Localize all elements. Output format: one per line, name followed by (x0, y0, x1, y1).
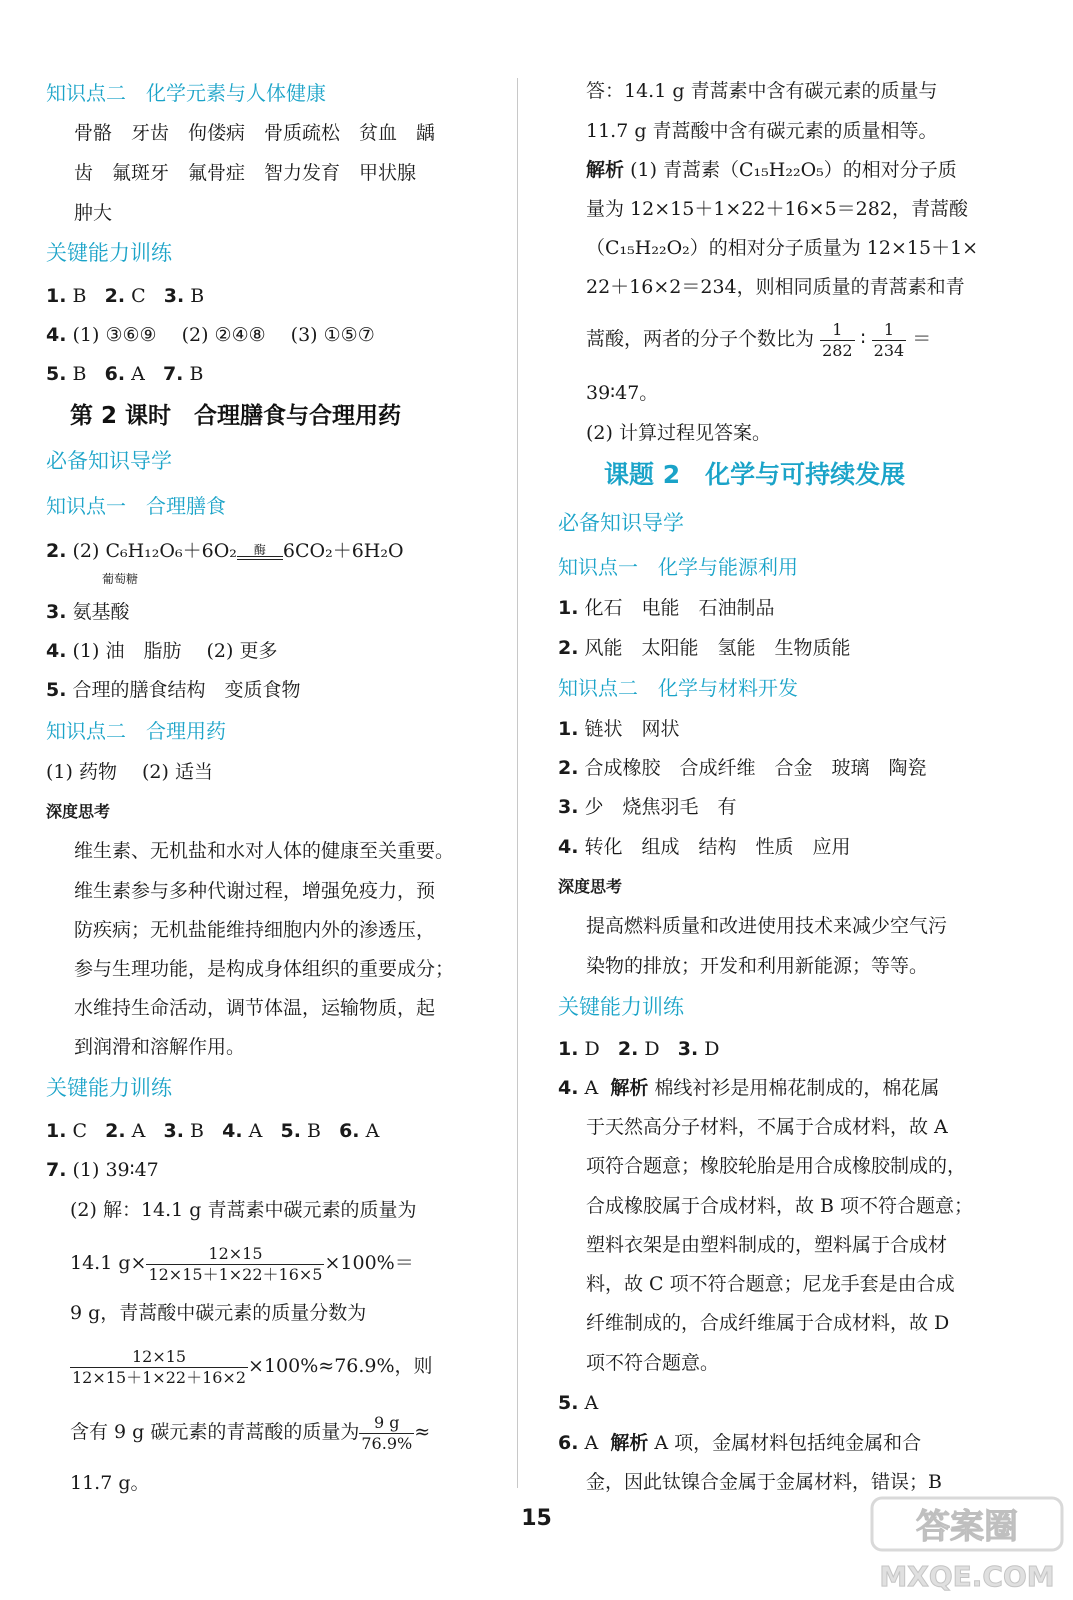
answer: 合理的膳食结构 变质食物 (72, 679, 301, 701)
answer: A (584, 1077, 599, 1099)
answer: B (189, 363, 204, 385)
text-line: 合成橡胶属于合成材料，故 B 项不符合题意； (586, 1195, 974, 1217)
answer: 化石 电能 石油制品 (584, 597, 775, 619)
answer-line (558, 755, 927, 781)
answer-line (558, 1075, 939, 1101)
topic-title: 课题 2 化学与可持续发展 (604, 460, 906, 489)
column-divider (517, 78, 518, 1488)
text-line: 肿大 (74, 202, 113, 224)
text-line: 11.7 g 青蒿酸中含有碳元素的质量相等。 (586, 120, 938, 142)
analysis-label: 解析 (586, 159, 625, 181)
text-line: 维生素、无机盐和水对人体的健康至关重要。 (74, 840, 455, 862)
answer: D (644, 1038, 660, 1060)
fraction-numerator: 12×15 (70, 1347, 248, 1368)
section-heading: 知识点一 合理膳食 (46, 494, 226, 518)
fraction (146, 1244, 324, 1285)
answer-line (558, 1390, 598, 1416)
text-line: 提高燃料质量和改进使用技术来减少空气污 (586, 915, 948, 937)
calc-text: 含有 9 g 碳元素的青蒿酸的质量为 (70, 1421, 360, 1443)
answer-line (558, 1036, 719, 1062)
question-number: 3. (46, 601, 67, 623)
answer-line (558, 834, 851, 860)
question-number: 6. (104, 363, 126, 385)
section-heading: 必备知识导学 (46, 449, 172, 473)
text-line: 维生素参与多种代谢过程，增强免疫力，预 (74, 880, 436, 902)
question-number: 3. (163, 285, 185, 307)
fraction (70, 1347, 248, 1388)
text-line: 塑料衣架是由塑料制成的，塑料属于合成材 (586, 1234, 948, 1256)
answer: 风能 太阳能 氢能 生物质能 (584, 637, 851, 659)
answer: (1) ③⑥⑨ (2) ②④⑧ (3) ①⑤⑦ (72, 324, 375, 346)
question-number: 1. (558, 718, 579, 740)
answer: B (306, 1120, 321, 1142)
ratio-line (586, 314, 931, 364)
fraction-denominator: 12×15＋1×22＋16×2 (72, 1367, 247, 1387)
text-line: 项不符合题意。 (586, 1352, 720, 1374)
calc-text: 14.1 g× (70, 1252, 147, 1274)
text: (1) 青蒿素（C₁₅H₂₂O₅）的相对分子质 (630, 159, 957, 181)
page-number: 15 (521, 1506, 552, 1531)
fraction-numerator: 12×15 (146, 1244, 324, 1265)
calc-line (70, 1238, 414, 1288)
calc-text: ×100%＝ (324, 1252, 414, 1274)
watermark-text: 答案圈 (916, 1507, 1018, 1547)
answer: B (72, 285, 87, 307)
answer-line (46, 283, 204, 309)
answer-line (46, 599, 130, 625)
equation-condition: 酶 (253, 543, 266, 557)
text: ＝ (912, 328, 932, 350)
section-heading: 知识点二 化学元素与人体健康 (46, 81, 326, 105)
text-line: 骨骼 牙齿 佝偻病 骨质疏松 贫血 龋 (74, 122, 436, 144)
question-number: 5. (46, 679, 67, 701)
question-number: 2. (617, 1038, 639, 1060)
text-line: 答：14.1 g 青蒿素中含有碳元素的质量与 (586, 80, 938, 102)
text-line: 金，因此钛镍合金属于金属材料，错误；B (586, 1471, 942, 1493)
watermark-url: MXQE.COM (879, 1560, 1055, 1593)
text: ∶ (860, 328, 866, 350)
analysis-line (586, 157, 957, 183)
fraction-denominator: 282 (822, 340, 853, 360)
equation-left: (2) C₆H₁₂O₆＋6O₂ (72, 540, 237, 562)
question-number: 7. (162, 363, 184, 385)
fraction (359, 1413, 414, 1454)
text-line: 到润滑和溶解作用。 (74, 1036, 246, 1058)
analysis-label: 解析 (610, 1432, 649, 1454)
question-number: 2. (104, 285, 126, 307)
answer: A (131, 1120, 146, 1142)
text-line: 染物的排放；开发和利用新能源；等等。 (586, 955, 929, 977)
text-line: 于天然高分子材料，不属于合成材料，故 A (586, 1116, 948, 1138)
section-heading: 关键能力训练 (46, 241, 172, 265)
question-number: 2. (558, 637, 579, 659)
question-number: 3. (677, 1038, 699, 1060)
section-heading: 知识点一 化学与能源利用 (558, 555, 798, 579)
fraction-numerator: 1 (820, 320, 855, 341)
calc-text: ×100%≈76.9%，则 (248, 1355, 433, 1377)
answer: 氨基酸 (72, 601, 130, 623)
chemical-equation (46, 538, 404, 564)
lesson-title: 第 2 课时 合理膳食与合理用药 (70, 403, 402, 429)
answer: B (190, 1120, 204, 1142)
question-number: 1. (46, 285, 67, 307)
fraction-denominator: 76.9% (361, 1433, 413, 1453)
calc-line (70, 1341, 433, 1391)
question-number: 3. (558, 796, 579, 818)
answer: B (190, 285, 205, 307)
answer: 少 烧焦羽毛 有 (584, 796, 737, 818)
section-heading: 知识点二 合理用药 (46, 719, 226, 743)
question-number: 6. (339, 1120, 360, 1142)
answer-line: (1) 药物 (2) 适当 (46, 761, 213, 783)
answer: A (131, 363, 145, 385)
question-number: 4. (46, 640, 67, 662)
question-number: 1. (558, 597, 579, 619)
answer: A (584, 1392, 599, 1414)
question-number: 2. (105, 1120, 126, 1142)
text-line: 11.7 g。 (70, 1472, 150, 1494)
answer: A (365, 1120, 380, 1142)
answer-line (558, 595, 775, 621)
question-number: 2. (558, 757, 579, 779)
text-line: 量为 12×15＋1×22＋16×5＝282，青蒿酸 (586, 198, 968, 220)
text-line: (2) 计算过程见答案。 (586, 422, 771, 444)
text-line: 参与生理功能，是构成身体组织的重要成分； (74, 958, 455, 980)
answer: D (584, 1038, 600, 1060)
question-number: 7. (46, 1159, 67, 1181)
fraction-denominator: 234 (873, 340, 905, 360)
section-heading: 关键能力训练 (558, 995, 684, 1019)
answer: B (72, 363, 87, 385)
answer-line (558, 1430, 921, 1456)
question-number: 4. (558, 1077, 579, 1099)
text-line: (2) 解：14.1 g 青蒿素中碳元素的质量为 (70, 1199, 417, 1221)
text: 蒿酸，两者的分子个数比为 (586, 328, 815, 350)
answer-line (558, 716, 680, 742)
calc-line (70, 1407, 430, 1457)
answer: (1) 39∶47 (72, 1159, 159, 1181)
fraction-denominator: 12×15＋1×22＋16×5 (148, 1264, 323, 1284)
question-number: 4. (222, 1120, 243, 1142)
answer: D (704, 1038, 720, 1060)
question-number: 1. (46, 1120, 67, 1142)
text-line: （C₁₅H₂₂O₂）的相对分子质量为 12×15＋1× (586, 237, 979, 259)
fraction (872, 320, 907, 361)
question-number: 3. (163, 1120, 184, 1142)
fraction (820, 320, 855, 361)
answer-line (46, 322, 375, 348)
text-line: 39∶47。 (586, 382, 659, 404)
text-line: 项符合题意；橡胶轮胎是用合成橡胶制成的， (586, 1155, 967, 1177)
calc-text: ≈ (414, 1421, 431, 1443)
section-heading: 必备知识导学 (558, 511, 684, 535)
answer-line (46, 638, 277, 664)
section-heading: 知识点二 化学与材料开发 (558, 676, 798, 700)
answer-line (46, 677, 301, 703)
text-line: 料，故 C 项不符合题意；尼龙手套是由合成 (586, 1273, 955, 1295)
text: A 项，金属材料包括纯金属和合 (654, 1432, 922, 1454)
question-number: 1. (558, 1038, 579, 1060)
answer: 链状 网状 (584, 718, 680, 740)
question-number: 5. (558, 1392, 579, 1414)
text-line: 水维持生命活动，调节体温，运输物质，起 (74, 997, 436, 1019)
text: 棉线衬衫是用棉花制成的，棉花属 (654, 1077, 940, 1099)
analysis-label: 解析 (610, 1077, 649, 1099)
text-line: 9 g，青蒿酸中碳元素的质量分数为 (70, 1302, 367, 1324)
section-heading: 关键能力训练 (46, 1076, 172, 1100)
text-line: 22＋16×2＝234，则相同质量的青蒿素和青 (586, 276, 965, 298)
answer-line (558, 635, 851, 661)
deep-thinking-title: 深度思考 (46, 802, 111, 821)
fraction-numerator: 1 (872, 320, 907, 341)
answer: A (584, 1432, 599, 1454)
fraction-numerator: 9 g (359, 1413, 414, 1434)
watermark-logo (868, 1490, 1068, 1598)
text-line: 纤维制成的，合成纤维属于合成材料，故 D (586, 1312, 950, 1334)
text-line: 防疾病；无机盐能维持细胞内外的渗透压， (74, 919, 436, 941)
answer: (1) 油 脂肪 (2) 更多 (72, 640, 278, 662)
answer: 转化 组成 结构 性质 应用 (584, 836, 851, 858)
answer-line (46, 1157, 159, 1183)
answer-line (558, 794, 737, 820)
question-number: 5. (280, 1120, 301, 1142)
equation-arrow (237, 544, 283, 560)
answer-line (46, 1118, 379, 1144)
equation-right: 6CO₂＋6H₂O (282, 540, 404, 562)
question-number: 4. (558, 836, 579, 858)
question-number: 5. (46, 363, 67, 385)
text-line: 齿 氟斑牙 氟骨症 智力发育 甲状腺 (74, 162, 417, 184)
answer: 合成橡胶 合成纤维 合金 玻璃 陶瓷 (584, 757, 927, 779)
question-number: 2. (46, 540, 67, 562)
deep-thinking-title: 深度思考 (558, 877, 623, 896)
equation-annotation: 葡萄糖 (102, 572, 139, 586)
answer: C (72, 1120, 88, 1142)
question-number: 6. (558, 1432, 579, 1454)
answer: C (131, 285, 146, 307)
answer: A (248, 1120, 263, 1142)
answer-line (46, 361, 203, 387)
question-number: 4. (46, 324, 67, 346)
